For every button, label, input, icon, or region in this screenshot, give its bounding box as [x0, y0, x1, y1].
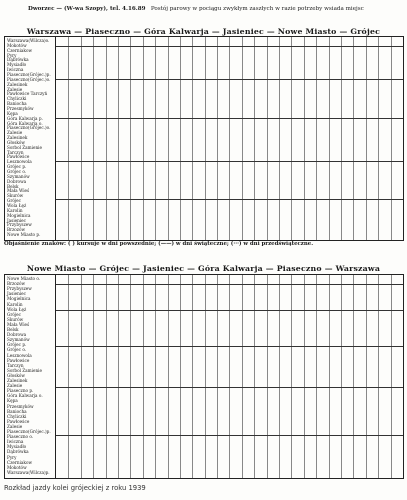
station-label: Lesznowola: [7, 352, 32, 358]
train-column: [106, 275, 119, 478]
station-label: Skurów: [7, 316, 24, 322]
station-label: Kępa: [7, 398, 18, 404]
train-column: [254, 275, 267, 478]
station-label: Grójec: [7, 311, 21, 317]
station-label: Sorbol Żamienie: [7, 144, 42, 150]
train-column: [316, 37, 329, 240]
train-column: [192, 275, 205, 478]
train-column: [353, 275, 366, 478]
station-label: Baniocha: [7, 101, 27, 107]
station-label: Góra Kalwarja p.: [7, 115, 43, 121]
station-label: Piaseczno(Grójec.)p.: [7, 71, 51, 77]
train-column: [242, 37, 255, 240]
train-column: [366, 37, 379, 240]
train-column: [56, 37, 69, 240]
train-column: [329, 37, 342, 240]
section-divider: [56, 161, 403, 162]
station-label: Pawłowice Tarczyń: [7, 91, 48, 97]
station-label: Grójec o.: [7, 347, 27, 353]
station-label: Mokotów: [7, 42, 27, 48]
station-label: Mogielnica: [7, 212, 31, 218]
station-label: Piaseczno o.: [7, 434, 34, 440]
section2-title: Nowe Miasto — Grójec — Jasieniec — Góra Kalwarja — Piaseczno — Warszawa: [26, 264, 381, 273]
station-label: Dąbrówka: [7, 449, 29, 455]
station-label: Grójec o.: [7, 169, 27, 175]
train-column: [180, 275, 193, 478]
station-label: Głosków: [7, 372, 26, 378]
train-column: [391, 275, 404, 478]
station-label: Warszawa(Wilcza)p.: [7, 469, 50, 475]
station-label: Zalesie: [7, 86, 23, 92]
train-column: [366, 275, 379, 478]
station-label: Pawłowice: [7, 357, 30, 363]
station-label: Góra Kalwarja o.: [7, 393, 43, 399]
section-divider: [56, 284, 403, 285]
station-label: Zalesie: [7, 130, 23, 136]
station-label: Przesmyków: [7, 403, 34, 409]
section-divider: [56, 199, 403, 200]
station-label: Grójec: [7, 198, 21, 204]
train-column: [93, 37, 106, 240]
station-label: Mała Wieś: [7, 321, 30, 327]
station-label: Wola Łęż: [7, 203, 27, 209]
section-divider: [56, 346, 403, 347]
station-label: Czerniakow: [7, 459, 33, 465]
train-column: [68, 37, 81, 240]
station-label: Pyry: [7, 454, 17, 460]
station-label: Grójec p.: [7, 342, 27, 348]
station-label: Dobrowa: [7, 332, 27, 338]
train-column: [329, 275, 342, 478]
train-column: [118, 275, 131, 478]
station-label: Iwiczna: [7, 439, 24, 445]
train-column: [168, 37, 181, 240]
section-divider: [56, 79, 403, 80]
train-column: [279, 37, 292, 240]
train-column: [130, 37, 143, 240]
train-column: [192, 37, 205, 240]
station-label: Pawłowice: [7, 418, 30, 424]
station-label: Jasieniec: [7, 217, 27, 223]
train-column: [267, 37, 280, 240]
train-column: [81, 37, 94, 240]
train-column: [106, 37, 119, 240]
station-label: Zalesinek: [7, 378, 28, 384]
legend: Objaśnienie znaków: ( ) kursuje w dni powszednie; (——) w dni świąteczne; (···) w dni przedświąteczne.: [4, 241, 314, 247]
train-column: [230, 275, 243, 478]
station-label: Zalesinek: [7, 135, 28, 141]
station-label: Lesznowola: [7, 159, 32, 165]
station-label: Piaseczno(Grójec.)o.: [7, 125, 51, 131]
section2-station-column: [5, 275, 56, 478]
train-column: [254, 37, 267, 240]
station-label: Karolin: [7, 207, 23, 213]
station-label: Nowe Miasto p.: [7, 232, 41, 238]
caption: Rozkład jazdy kolei grójeckiej z roku 1939: [4, 484, 146, 492]
train-column: [291, 37, 304, 240]
train-column: [316, 275, 329, 478]
station-label: Chyliczki: [7, 413, 27, 419]
train-column: [341, 275, 354, 478]
train-column: [155, 275, 168, 478]
station-label: Grójec p.: [7, 164, 27, 170]
station-label: Brzozów: [7, 281, 26, 287]
section-divider: [56, 387, 403, 388]
station-label: Zalesie: [7, 383, 23, 389]
station-label: Karolin: [7, 301, 23, 307]
station-label: Brzozów: [7, 227, 26, 233]
section1-station-column: [5, 37, 56, 240]
train-column: [68, 275, 81, 478]
station-label: Przybyszew: [7, 286, 32, 292]
station-label: Chyliczki: [7, 96, 27, 102]
train-column: [217, 275, 230, 478]
station-label: Warszawa(Wilcza)o.: [7, 38, 50, 43]
header-note: Postój parowy w pociągu zwykłym zaszłych w razie potrzeby wsiada miejsc: [150, 6, 364, 12]
train-column: [130, 275, 143, 478]
train-column: [93, 275, 106, 478]
station-label: Szymanów: [7, 337, 30, 343]
station-label: Czerniakow: [7, 47, 33, 53]
train-column: [155, 37, 168, 240]
train-column: [168, 275, 181, 478]
station-label: Iwiczna: [7, 67, 24, 73]
station-label: Szymanów: [7, 173, 30, 179]
section2-train-columns: [56, 275, 403, 478]
station-label: Wola Łęż: [7, 306, 27, 312]
station-label: Pawłowice: [7, 154, 30, 160]
train-column: [341, 37, 354, 240]
station-label: Mysiadło: [7, 444, 27, 450]
station-label: Głosków: [7, 139, 26, 145]
station-label: Tarczyn: [7, 362, 24, 368]
station-label: Mysiadło: [7, 62, 27, 68]
station-label: Mogielnica: [7, 296, 31, 302]
station-label: Pyry: [7, 52, 17, 58]
station-label: Przesmyków: [7, 105, 34, 111]
train-column: [279, 275, 292, 478]
station-label: Piaseczno(Grójec.)o.: [7, 76, 51, 82]
station-label: Baniocha: [7, 408, 27, 414]
train-column: [304, 37, 317, 240]
station-label: Zalesie: [7, 423, 23, 429]
station-label: Góra Kalwarja o.: [7, 120, 43, 126]
section2-table: [4, 274, 404, 479]
train-column: [217, 37, 230, 240]
header-office: Dworzec — (W-wa Szopy), tel. 4.16.89: [28, 6, 146, 12]
train-column: [291, 275, 304, 478]
station-label: Dąbrówka: [7, 57, 29, 63]
section1-table: [4, 36, 404, 241]
header-line: [28, 6, 364, 12]
station-label: Tarczyn: [7, 149, 24, 155]
station-label: Dobrowa: [7, 178, 27, 184]
station-label: Kępa: [7, 110, 18, 116]
train-column: [205, 275, 218, 478]
train-column: [353, 37, 366, 240]
train-column: [267, 275, 280, 478]
train-column: [81, 275, 94, 478]
section-divider: [56, 435, 403, 436]
train-column: [242, 275, 255, 478]
section1-train-columns: [56, 37, 403, 240]
station-label: Piaseczno p.: [7, 388, 34, 394]
station-label: Belsk: [7, 327, 19, 333]
station-label: Zalesinek: [7, 81, 28, 87]
section1-title: Warszawa — Piaseczno — Góra Kalwarja — Jasieniec — Nowe Miasto — Grójec: [26, 27, 381, 36]
section-divider: [56, 310, 403, 311]
train-column: [143, 275, 156, 478]
station-label: Jasieniec: [7, 291, 27, 297]
station-label: Skurów: [7, 193, 24, 199]
train-column: [378, 37, 391, 240]
station-label: Nowe Miasto o.: [7, 276, 41, 281]
train-column: [180, 37, 193, 240]
train-column: [391, 37, 404, 240]
station-label: Mała Wieś: [7, 188, 30, 194]
train-column: [143, 37, 156, 240]
station-label: Mokotów: [7, 464, 27, 470]
train-column: [230, 37, 243, 240]
train-column: [205, 37, 218, 240]
train-column: [378, 275, 391, 478]
station-label: Przybyszew: [7, 222, 32, 228]
section-divider: [56, 46, 403, 47]
train-column: [118, 37, 131, 240]
station-label: Sorbol Żamienie: [7, 367, 42, 373]
station-label: Belsk: [7, 183, 19, 189]
section-divider: [56, 118, 403, 119]
train-column: [304, 275, 317, 478]
train-column: [56, 275, 69, 478]
station-label: Piaseczno(Grójec.)p.: [7, 429, 51, 435]
